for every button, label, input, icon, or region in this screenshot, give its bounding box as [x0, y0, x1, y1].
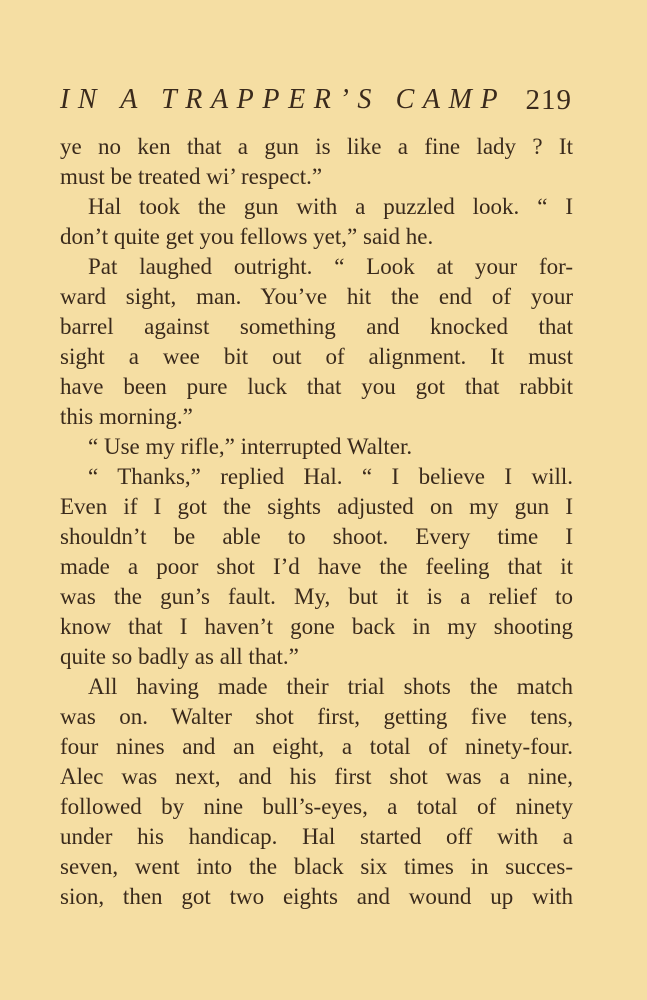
text-line: sight a wee bit out of alignment. It must [60, 344, 573, 369]
text-line: Even if I got the sights adjusted on my gun I [60, 494, 573, 519]
text-line: shouldn’t be able to shoot. Every time I [60, 524, 573, 549]
text-line: this morning.” [60, 404, 193, 429]
text-line: don’t quite get you fellows yet,” said he. [60, 224, 434, 249]
text-line: ward sight, man. You’ve hit the end of your [60, 284, 573, 309]
text-line: was on. Walter shot first, getting five tens, [60, 704, 573, 729]
text-line: “ Use my rifle,” interrupted Walter. [88, 434, 413, 459]
text-line: under his handicap. Hal started off with a [60, 824, 573, 849]
text-line: Pat laughed outright. “ Look at your for- [88, 254, 573, 279]
text-line: “ Thanks,” replied Hal. “ I believe I will. [88, 464, 573, 489]
text-line: ye no ken that a gun is like a fine lady ? It [60, 134, 573, 159]
text-line: made a poor shot I’d have the feeling that it [60, 554, 573, 579]
text-line: Alec was next, and his first shot was a nine, [60, 764, 573, 789]
running-head [60, 84, 572, 124]
text-line: must be treated wi’ respect.” [60, 164, 323, 189]
text-line: know that I haven’t gone back in my shooting [60, 614, 573, 639]
text-line: followed by nine bull’s-eyes, a total of ninety [60, 794, 573, 819]
text-line: seven, went into the black six times in succes- [60, 854, 573, 879]
body-text [60, 132, 573, 912]
running-title: IN A TRAPPER’S CAMP [60, 84, 507, 115]
text-line: barrel against something and knocked that [60, 314, 573, 339]
text-line: Hal took the gun with a puzzled look. “ I [88, 194, 573, 219]
text-line: sion, then got two eights and wound up with [60, 884, 573, 909]
text-line: All having made their trial shots the match [88, 674, 573, 699]
page-number: 219 [525, 84, 572, 116]
text-line: quite so badly as all that.” [60, 644, 299, 669]
text-line: four nines and an eight, a total of ninety-four. [60, 734, 573, 759]
text-line: was the gun’s fault. My, but it is a relief to [60, 584, 573, 609]
text-line: have been pure luck that you got that rabbit [60, 374, 573, 399]
